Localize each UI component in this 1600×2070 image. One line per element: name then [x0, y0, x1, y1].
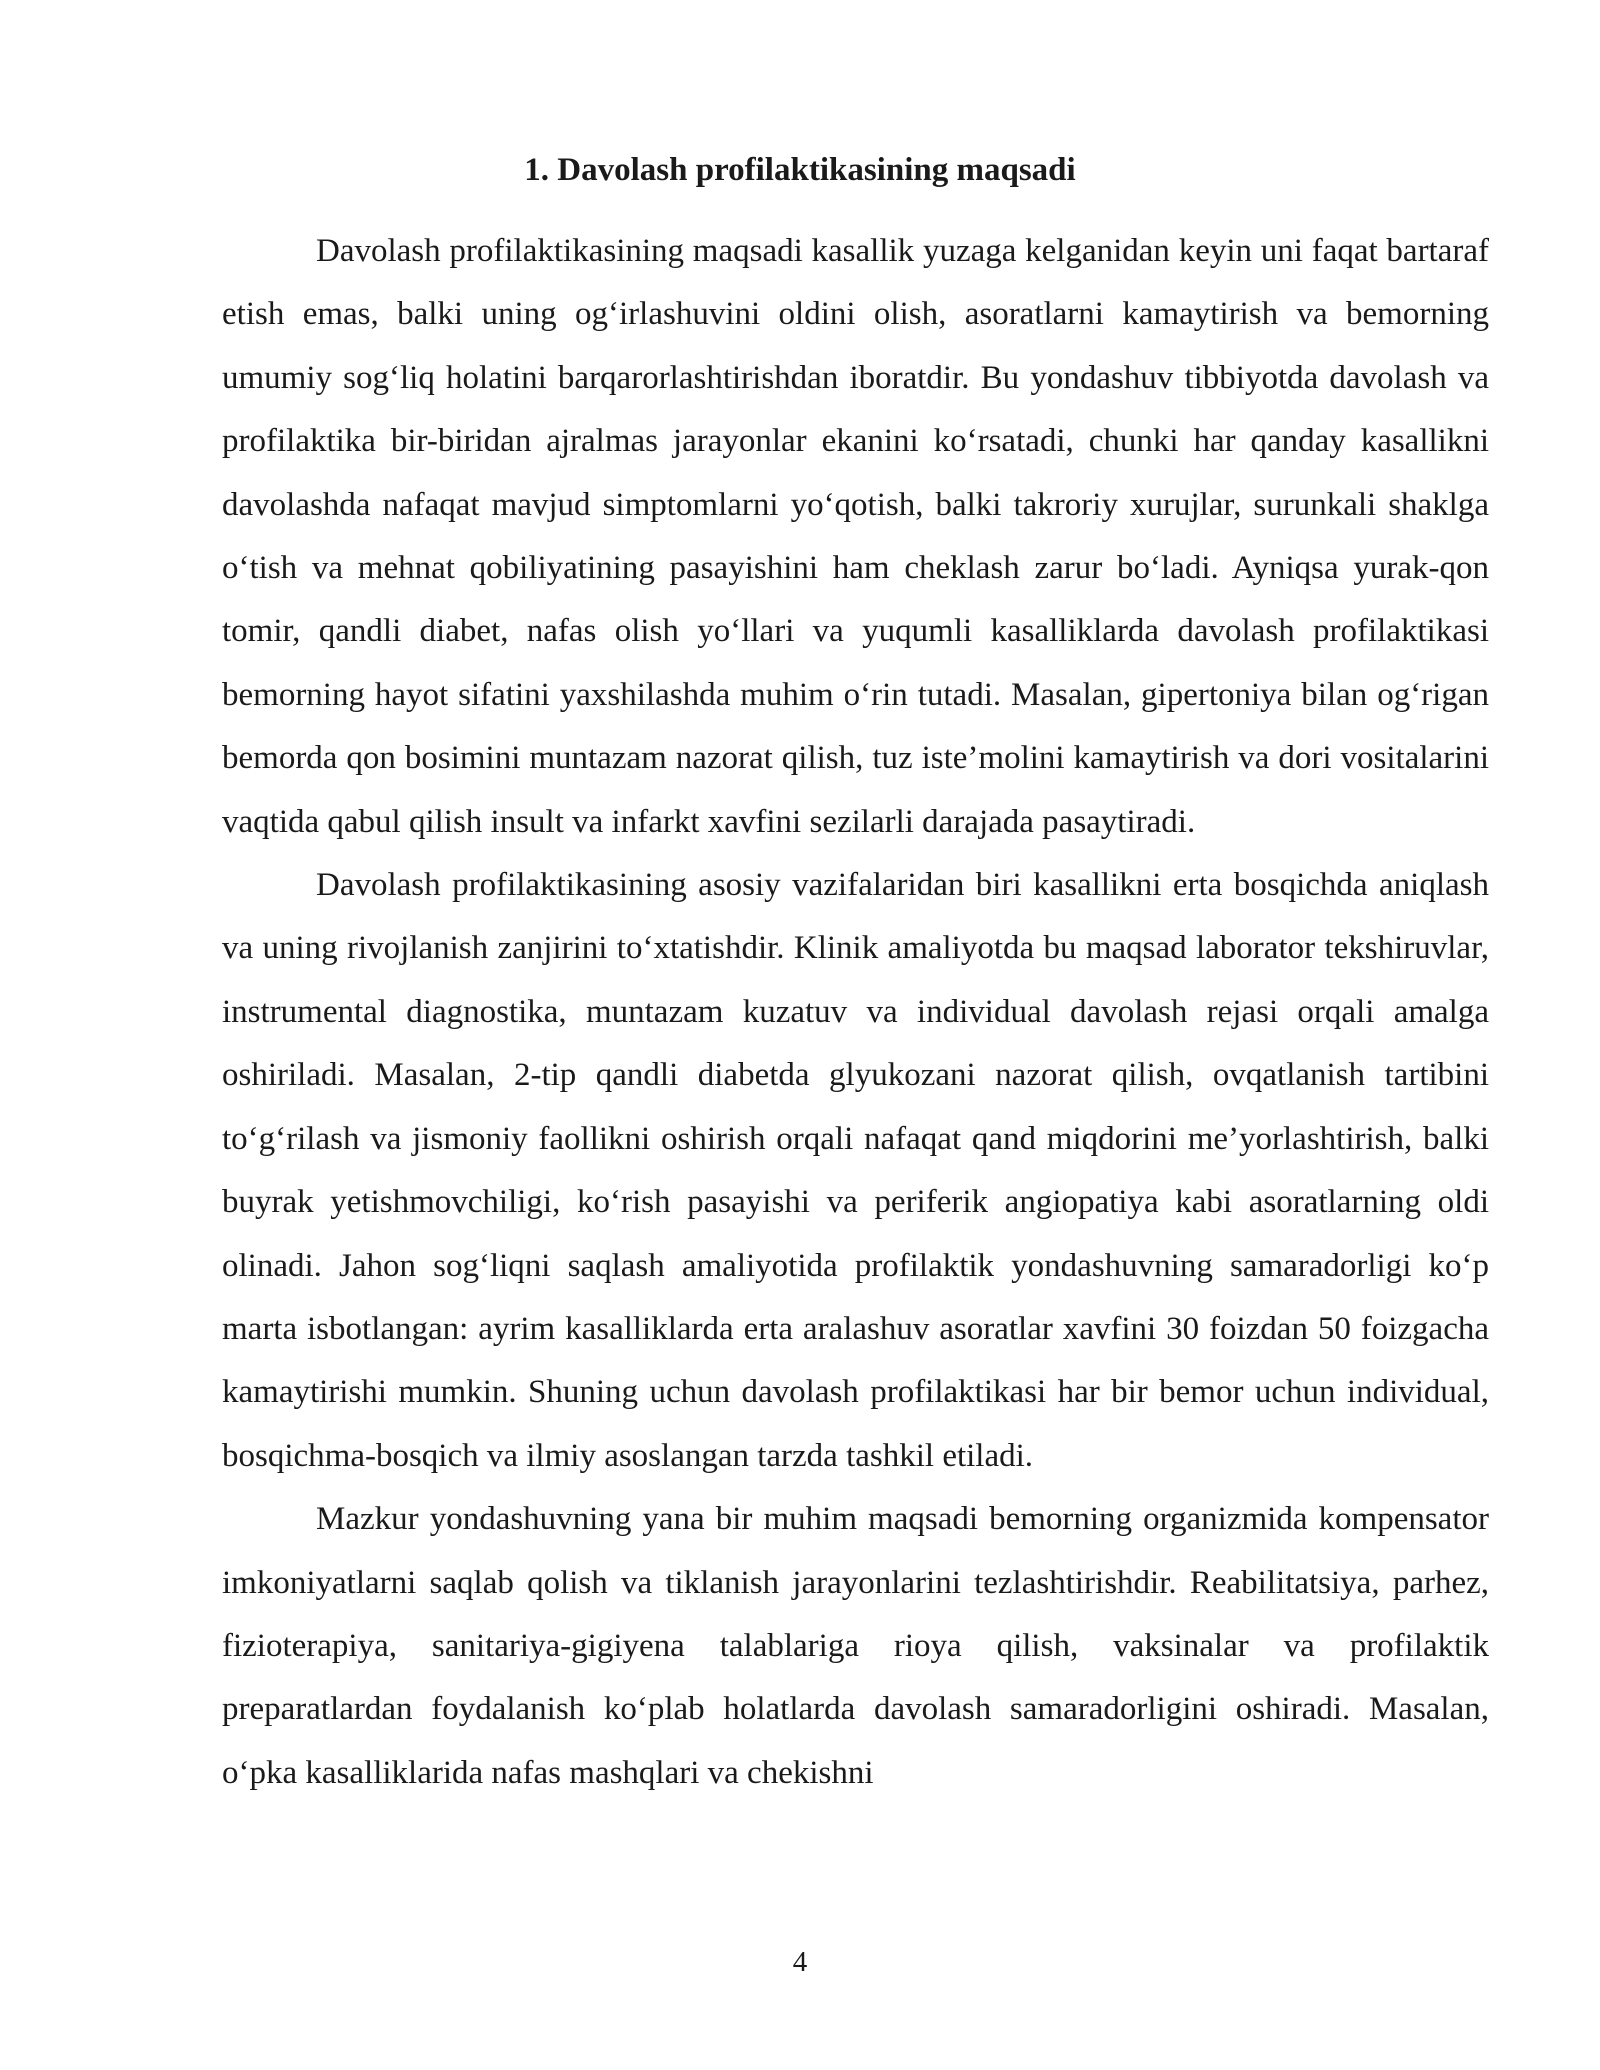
body-text [222, 220, 1489, 1805]
section-heading: 1. Davolash profilaktikasining maqsadi [524, 152, 1076, 188]
paragraph-1: Davolash profilaktikasining maqsadi kasallik yuzaga kelganidan keyin uni faqat bartaraf etish emas, balki uning og‘irlashuvini oldini olish, asoratlarni kamaytirish va bemorning umumiy sog‘liq holatini barqarorlashtirishdan iboratdir. Bu yondashuv tibbiyotda davolash va profilaktika bir-biridan ajralmas jarayonlar ekanini ko‘rsatadi, chunki har qanday kasallikni davolashda nafaqat mavjud simptomlarni yo‘qotish, balki takroriy xurujlar, surunkali shaklga o‘tish va mehnat qobiliyatining pasayishini ham cheklash zarur bo‘ladi. Ayniqsa yurak-qon tomir, qandli diabet, nafas olish yo‘llari va yuqumli kasalliklarda davolash profilaktikasi bemorning hayot sifatini yaxshilashda muhim o‘rin tutadi. Masalan, gipertoniya bilan og‘rigan bemorda qon bosimini muntazam nazorat qilish, tuz iste’molini kamaytirish va dori vositalarini vaqtida qabul qilish insult va infarkt xavfini sezilarli darajada pasaytiradi. [222, 233, 1489, 840]
page-number: 4 [792, 1946, 808, 1978]
paragraph-2: Davolash profilaktikasining asosiy vazifalaridan biri kasallikni erta bosqichda aniqlash va uning rivojlanish zanjirini to‘xtatishdir. Klinik amaliyotda bu maqsad laborator tekshiruvlar, instrumental diagnostika, muntazam kuzatuv va individual davolash rejasi orqali amalga oshiriladi. Masalan, 2-tip qandli diabetda glyukozani nazorat qilish, ovqatlanish tartibini to‘g‘rilash va jismoniy faollikni oshirish orqali nafaqat qand miqdorini me’yorlashtirish, balki buyrak yetishmovchiligi, ko‘rish pasayishi va periferik angiopatiya kabi asoratlarning oldi olinadi. Jahon sog‘liqni saqlash amaliyotida profilaktik yondashuvning samaradorligi ko‘p marta isbotlangan: ayrim kasalliklarda erta aralashuv asoratlar xavfini 30 foizdan 50 foizgacha kamaytirishi mumkin. Shuning uchun davolash profilaktikasi har bir bemor uchun individual, bosqichma-bosqich va ilmiy asoslangan tarzda tashkil etiladi. [222, 867, 1489, 1474]
paragraph-3: Mazkur yondashuvning yana bir muhim maqsadi bemorning organizmida kompensator imkoniyatlarni saqlab qolish va tiklanish jarayonlarini tezlashtirishdir. Reabilitatsiya, parhez, fizioterapiya, sanitariya-gigiyena talablariga rioya qilish, vaksinalar va profilaktik preparatlardan foydalanish ko‘plab holatlarda davolash samaradorligini oshiradi. Masalan, o‘pka kasalliklarida nafas mashqlari va chekishni [222, 1501, 1489, 1791]
